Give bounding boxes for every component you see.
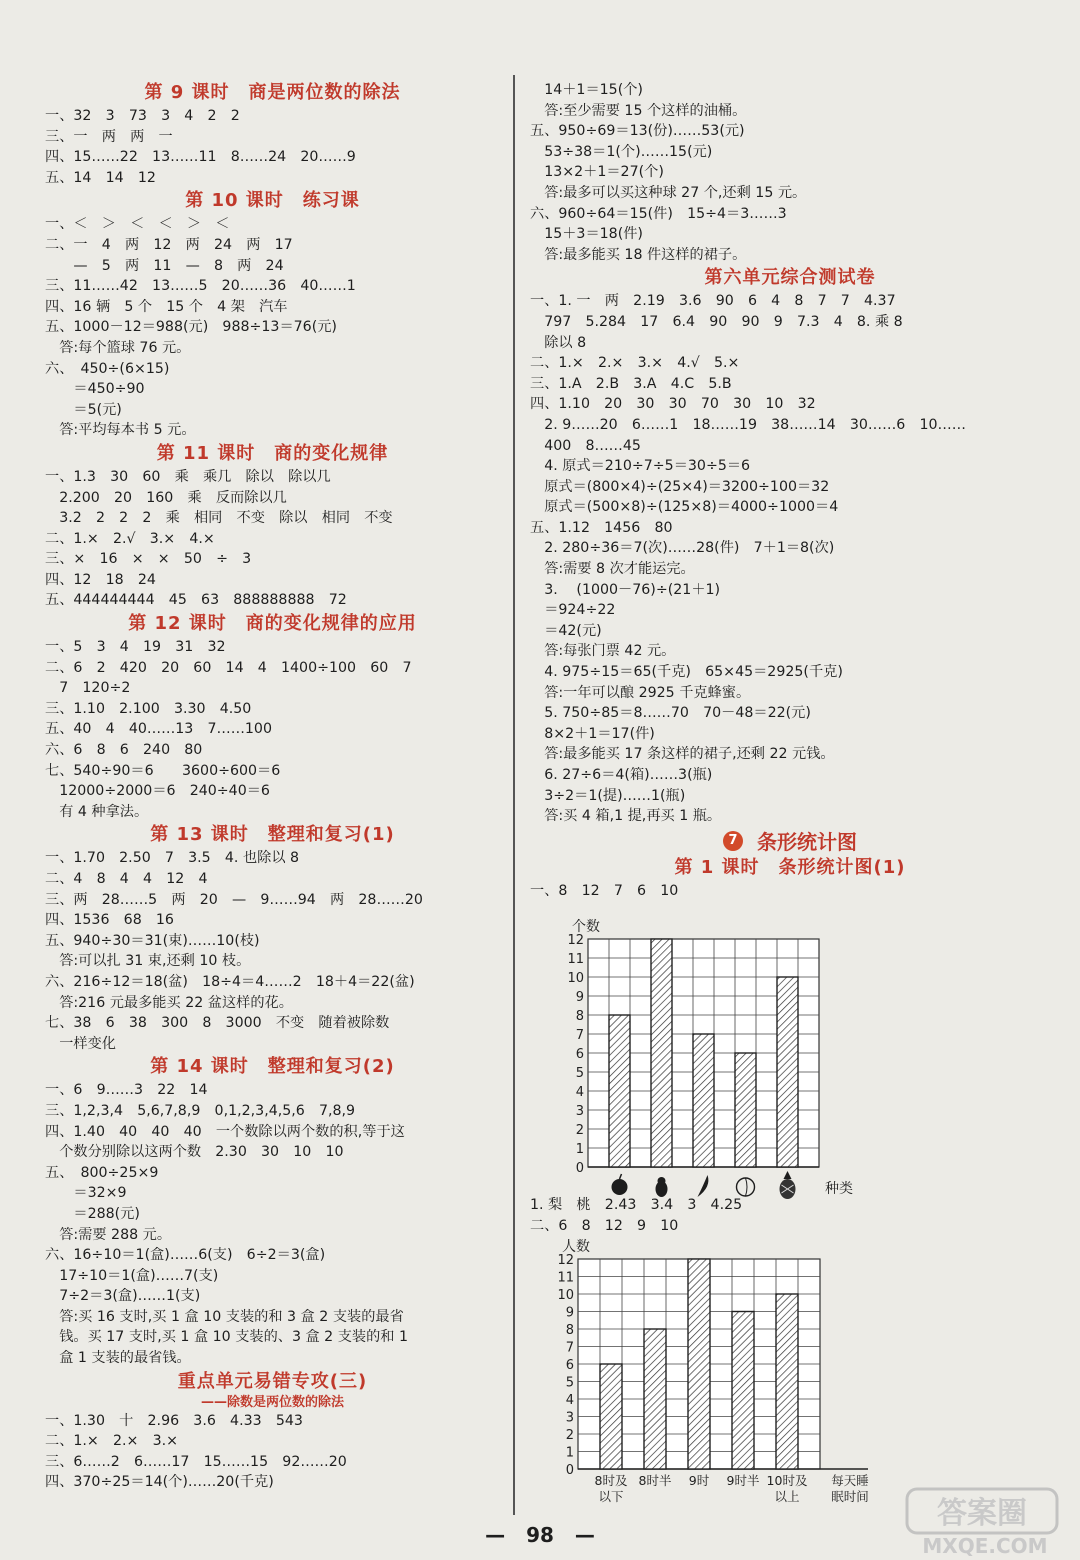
y-tick-label: 2 bbox=[565, 1427, 574, 1443]
y-tick-label: 3 bbox=[565, 1410, 574, 1426]
fruit-bar-chart-svg bbox=[530, 901, 890, 1198]
unit-title-text: 条形统计图 bbox=[757, 830, 857, 855]
x-tick-label: 10时及 bbox=[766, 1472, 808, 1488]
answer-line: 5. 750÷85＝8……70 70－48＝22(元) bbox=[530, 705, 811, 722]
y-axis-label: 个数 bbox=[572, 919, 600, 936]
x-tick-label: 以上 bbox=[774, 1488, 800, 1504]
answer-line: 五、 800÷25×9 bbox=[45, 1164, 159, 1181]
section-heading: 第 14 课时 整理和复习(2) bbox=[150, 1056, 395, 1078]
answer-line: 六、16÷10＝1(盒)……6(支) 6÷2＝3(盒) bbox=[45, 1247, 326, 1264]
answer-line: 答:需要 8 次才能运完。 bbox=[530, 561, 695, 578]
bar bbox=[732, 1311, 754, 1469]
bar bbox=[609, 1015, 630, 1167]
answer-line: 3. (1000－76)÷(21＋1) bbox=[530, 581, 721, 598]
unit-title bbox=[530, 827, 1050, 855]
answer-line: 答:买 16 支时,买 1 盒 10 支装的和 3 盒 2 支装的最省 bbox=[45, 1308, 404, 1325]
right-column bbox=[530, 80, 1050, 1504]
answer-line: 7 120÷2 bbox=[45, 680, 131, 697]
right-column-answers bbox=[530, 80, 1050, 827]
section-heading: 第 13 课时 整理和复习(1) bbox=[150, 824, 395, 846]
answer-line: 个数分别除以这两个数 2.30 30 10 10 bbox=[45, 1144, 344, 1161]
y-tick-label: 4 bbox=[565, 1392, 574, 1408]
answer-line: 六、216÷12＝18(盆) 18÷4＝4……2 18＋4＝22(盆) bbox=[45, 973, 415, 990]
y-tick-label: 10 bbox=[567, 971, 584, 987]
y-tick-label: 1 bbox=[575, 1142, 584, 1158]
watermark-bottom: MXQE.COM bbox=[922, 1534, 1048, 1558]
answer-line: 三、1,2,3,4 5,6,7,8,9 0,1,2,3,4,5,6 7,8,9 bbox=[45, 1102, 356, 1119]
x-axis-label: 每天睡 bbox=[831, 1472, 869, 1488]
answer-line: 7÷2＝3(盒)……1(支) bbox=[45, 1288, 201, 1305]
section-heading: 第 10 课时 练习课 bbox=[185, 190, 360, 212]
answer-line: 答:买 4 箱,1 提,再买 1 瓶。 bbox=[530, 808, 722, 825]
answer-line: 四、1.10 20 30 30 70 30 10 32 bbox=[530, 396, 816, 413]
y-tick-label: 1 bbox=[565, 1445, 574, 1461]
section-heading: 第 9 课时 商是两位数的除法 bbox=[144, 82, 401, 103]
y-tick-label: 10 bbox=[557, 1287, 574, 1303]
page-dash-right: — bbox=[574, 1523, 595, 1547]
lesson-heading: 第 1 课时 条形统计图(1) bbox=[674, 856, 906, 878]
section-heading: 第 12 课时 商的变化规律的应用 bbox=[128, 613, 417, 635]
answer-line: 七、38 6 38 300 8 3000 不变 随着被除数 bbox=[45, 1015, 390, 1032]
answer-line: 四、370÷25＝14(个)……20(千克) bbox=[45, 1474, 274, 1491]
answer-line: ＝924÷22 bbox=[530, 602, 616, 619]
answer-line: 答:一年可以酿 2925 千克蜂蜜。 bbox=[530, 684, 751, 701]
answer-line: 一样变化 bbox=[45, 1035, 116, 1052]
bar bbox=[644, 1329, 666, 1469]
y-tick-label: 4 bbox=[575, 1085, 584, 1101]
y-tick-label: 5 bbox=[575, 1066, 584, 1082]
answer-line: 15＋3＝18(件) bbox=[530, 226, 643, 243]
section-heading: 第六单元综合测试卷 bbox=[704, 267, 876, 289]
y-tick-label: 6 bbox=[575, 1047, 584, 1063]
answer-line: 二、6 2 420 20 60 14 4 1400÷100 60 7 bbox=[45, 659, 412, 676]
answer-line: 六、 450÷(6×15) bbox=[45, 360, 170, 377]
answer-line: 三、一 两 两 一 bbox=[45, 128, 173, 145]
column-divider bbox=[513, 75, 515, 1515]
y-tick-label: 9 bbox=[575, 990, 584, 1006]
page-number bbox=[470, 1522, 610, 1548]
answer-line: 一、8 12 7 6 10 bbox=[530, 882, 679, 899]
bar bbox=[651, 939, 672, 1167]
answer-line: 14＋1＝15(个) bbox=[530, 82, 643, 98]
answer-line: 原式＝(500×8)÷(125×8)＝4000÷1000＝4 bbox=[530, 499, 839, 516]
x-axis-label: 种类 bbox=[825, 1181, 853, 1198]
answer-line: 五、950÷69＝13(份)……53(元) bbox=[530, 123, 745, 140]
watermark-logo bbox=[905, 1485, 1075, 1557]
x-tick-label: 9时半 bbox=[726, 1472, 760, 1488]
y-tick-label: 7 bbox=[575, 1028, 584, 1044]
pear-icon bbox=[656, 1177, 668, 1197]
x-tick-label: 8时及 bbox=[594, 1472, 628, 1488]
answer-line: 一、32 3 73 3 4 2 2 bbox=[45, 108, 240, 124]
page-dash-left: — bbox=[485, 1523, 506, 1547]
answer-line: 钱。买 17 支时,买 1 盒 10 支装的、3 盒 2 支装的和 1 bbox=[45, 1329, 409, 1346]
answer-line: 400 8……45 bbox=[530, 437, 641, 454]
sleep-bar-chart-svg bbox=[530, 1237, 890, 1504]
answer-line: 二、1.× 2.× 3.× bbox=[45, 1433, 179, 1450]
y-tick-label: 8 bbox=[565, 1322, 574, 1338]
answer-line: 四、15……22 13……11 8……24 20……9 bbox=[45, 149, 356, 166]
answer-line: 6. 27÷6＝4(箱)……3(瓶) bbox=[530, 767, 713, 783]
answer-line: 三、1.A 2.B 3.A 4.C 5.B bbox=[530, 375, 732, 392]
x-tick-label: 以下 bbox=[598, 1488, 624, 1504]
answer-line: 4. 原式＝210÷7÷5＝30÷5＝6 bbox=[530, 458, 751, 475]
answer-line: 二、一 4 两 12 两 24 两 17 bbox=[45, 236, 293, 253]
x-axis-label: 眠时间 bbox=[831, 1488, 869, 1504]
answer-line: ＝32×9 bbox=[45, 1185, 127, 1202]
answer-line: 2. 9……20 6……1 18……19 38……14 30……6 10…… bbox=[530, 416, 966, 433]
y-tick-label: 12 bbox=[557, 1252, 574, 1268]
answer-line: 七、540÷90＝6 3600÷600＝6 bbox=[45, 762, 281, 779]
apple-icon bbox=[612, 1174, 628, 1195]
answer-line: 13×2＋1＝27(个) bbox=[530, 164, 664, 181]
answer-line: 二、1.× 2.× 3.× 4.√ 5.× bbox=[530, 355, 740, 372]
y-tick-label: 0 bbox=[565, 1462, 574, 1478]
answer-line: 答:需要 288 元。 bbox=[45, 1226, 172, 1243]
bar bbox=[776, 1294, 798, 1469]
answer-line: ＝288(元) bbox=[45, 1205, 140, 1222]
answer-line: 答:可以扎 31 束,还剩 10 枝。 bbox=[45, 953, 251, 970]
y-tick-label: 11 bbox=[557, 1270, 574, 1286]
answer-line: 1. 梨 桃 2.43 3.4 3 4.25 bbox=[530, 1197, 743, 1214]
answer-line: 答:最多能买 17 条这样的裙子,还剩 22 元钱。 bbox=[530, 746, 835, 763]
answer-line: 一、1.30 十 2.96 3.6 4.33 543 bbox=[45, 1412, 303, 1429]
chili-icon bbox=[698, 1175, 709, 1197]
answer-line: 三、11……42 13……5 20……36 40……1 bbox=[45, 278, 356, 295]
y-tick-label: 5 bbox=[565, 1375, 574, 1391]
answer-line: 除以 8 bbox=[530, 334, 587, 351]
answer-line: 四、1.40 40 40 40 一个数除以两个数的积,等于这 bbox=[45, 1123, 405, 1140]
y-tick-label: 2 bbox=[575, 1123, 584, 1139]
answer-line: 五、14 14 12 bbox=[45, 169, 156, 186]
y-tick-label: 3 bbox=[575, 1104, 584, 1120]
answer-line: 答:至少需要 15 个这样的油桶。 bbox=[530, 102, 747, 119]
pineapple-icon bbox=[780, 1171, 796, 1199]
answer-line: 四、12 18 24 bbox=[45, 571, 156, 588]
answer-line: 一、6 9……3 22 14 bbox=[45, 1082, 208, 1099]
answer-line: 答:216 元最多能买 22 盆这样的花。 bbox=[45, 994, 293, 1011]
bar bbox=[777, 977, 798, 1167]
y-tick-label: 6 bbox=[565, 1357, 574, 1373]
answer-line: 六、6 8 6 240 80 bbox=[45, 742, 203, 759]
bar bbox=[600, 1364, 622, 1469]
answer-line: 有 4 种拿法。 bbox=[45, 803, 149, 820]
answer-line: 答:平均每本书 5 元。 bbox=[45, 422, 196, 439]
answer-line: 一、1.3 30 60 乘 乘几 除以 除以几 bbox=[45, 468, 331, 485]
answer-line: 一、＜ ＞ ＜ ＜ ＞ ＜ bbox=[45, 216, 230, 233]
answer-line: 一、1. 一 两 2.19 3.6 90 6 4 8 7 7 4.37 bbox=[530, 293, 896, 310]
y-tick-label: 11 bbox=[567, 952, 584, 968]
section-heading: 重点单元易错专攻(三) bbox=[177, 1370, 368, 1392]
x-tick-label: 8时半 bbox=[638, 1472, 672, 1488]
answer-line: 53÷38＝1(个)……15(元) bbox=[530, 143, 713, 160]
bar-chart-fruit bbox=[530, 901, 1050, 1198]
answer-line: 4. 975÷15＝65(千克) 65×45＝2925(千克) bbox=[530, 664, 843, 681]
bar-chart-sleep bbox=[530, 1237, 1050, 1504]
answer-line: 四、16 辆 5 个 15 个 4 架 汽车 bbox=[45, 298, 288, 315]
answer-line: 五、940÷30＝31(束)……10(枝) bbox=[45, 932, 260, 949]
answer-line: 一、1.70 2.50 7 3.5 4. 也除以 8 bbox=[45, 850, 300, 867]
answer-line: 2. 280÷36＝7(次)……28(件) 7＋1＝8(次) bbox=[530, 540, 835, 557]
answer-line: 五、40 4 40……13 7……100 bbox=[45, 721, 272, 738]
peach-icon bbox=[737, 1178, 755, 1196]
watermark-top: 答案圈 bbox=[937, 1496, 1027, 1531]
bar bbox=[735, 1053, 756, 1167]
answer-line: 三、× 16 × × 50 ÷ 3 bbox=[45, 551, 252, 568]
answer-line: ＝42(元) bbox=[530, 622, 602, 639]
answer-line: ＝5(元) bbox=[45, 401, 122, 418]
answer-line: 五、1.12 1456 80 bbox=[530, 519, 673, 536]
answer-line: — 5 两 11 — 8 两 24 bbox=[45, 257, 284, 274]
unit-number-badge: 7 bbox=[723, 831, 743, 851]
y-tick-label: 12 bbox=[567, 933, 584, 949]
answer-line: 3.2 2 2 2 乘 相同 不变 除以 相同 不变 bbox=[45, 510, 393, 527]
answer-line: 答:每张门票 42 元。 bbox=[530, 643, 676, 660]
bar bbox=[693, 1034, 714, 1167]
answer-line: 答:最多可以买这种球 27 个,还剩 15 元。 bbox=[530, 184, 807, 201]
answer-line: 8×2＋1＝17(件) bbox=[530, 725, 655, 742]
answer-line: 三、1.10 2.100 3.30 4.50 bbox=[45, 700, 252, 717]
answer-line: 三、6……2 6……17 15……15 92……20 bbox=[45, 1453, 347, 1470]
answer-line: 答:每个篮球 76 元。 bbox=[45, 339, 191, 356]
answer-line: 三、两 28……5 两 20 — 9……94 两 28……20 bbox=[45, 891, 423, 908]
y-tick-label: 0 bbox=[575, 1161, 584, 1177]
y-axis-label: 人数 bbox=[562, 1238, 590, 1255]
answer-line: 二、6 8 12 9 10 bbox=[530, 1217, 679, 1234]
left-column bbox=[45, 80, 500, 1493]
answer-line: 盒 1 支装的最省钱。 bbox=[45, 1350, 191, 1367]
answer-line: 五、1000－12＝988(元) 988÷13＝76(元) bbox=[45, 319, 337, 336]
answer-line: 3÷2＝1(提)……1(瓶) bbox=[530, 787, 686, 804]
answer-line: 12000÷2000＝6 240÷40＝6 bbox=[45, 783, 270, 800]
bar bbox=[688, 1259, 710, 1469]
answer-line: 原式＝(800×4)÷(25×4)＝3200÷100＝32 bbox=[530, 478, 830, 495]
answer-line: 答:最多能买 18 件这样的裙子。 bbox=[530, 246, 747, 263]
section-heading: 第 11 课时 商的变化规律 bbox=[156, 442, 389, 464]
y-tick-label: 8 bbox=[575, 1009, 584, 1025]
page-number-value: 98 bbox=[526, 1523, 554, 1547]
y-tick-label: 9 bbox=[565, 1305, 574, 1321]
answer-line: 2.200 20 160 乘 反而除以几 bbox=[45, 489, 287, 506]
answer-line: 17÷10＝1(盒)……7(支) bbox=[45, 1267, 219, 1284]
answer-line: 二、4 8 4 4 12 4 bbox=[45, 871, 208, 887]
answer-line: 二、1.× 2.√ 3.× 4.× bbox=[45, 530, 215, 547]
answer-line: 五、444444444 45 63 888888888 72 bbox=[45, 592, 347, 609]
answer-line: 797 5.284 17 6.4 90 90 9 7.3 4 8. 乘 8 bbox=[530, 313, 903, 330]
answer-line: ＝450÷90 bbox=[45, 381, 145, 398]
answer-line: 六、960÷64＝15(件) 15÷4＝3……3 bbox=[530, 205, 787, 222]
y-tick-label: 7 bbox=[565, 1340, 574, 1356]
answer-line: 四、1536 68 16 bbox=[45, 912, 174, 929]
x-tick-label: 9时 bbox=[688, 1472, 710, 1488]
section-subheading: ——除数是两位数的除法 bbox=[200, 1394, 344, 1410]
answer-line: 一、5 3 4 19 31 32 bbox=[45, 639, 226, 656]
